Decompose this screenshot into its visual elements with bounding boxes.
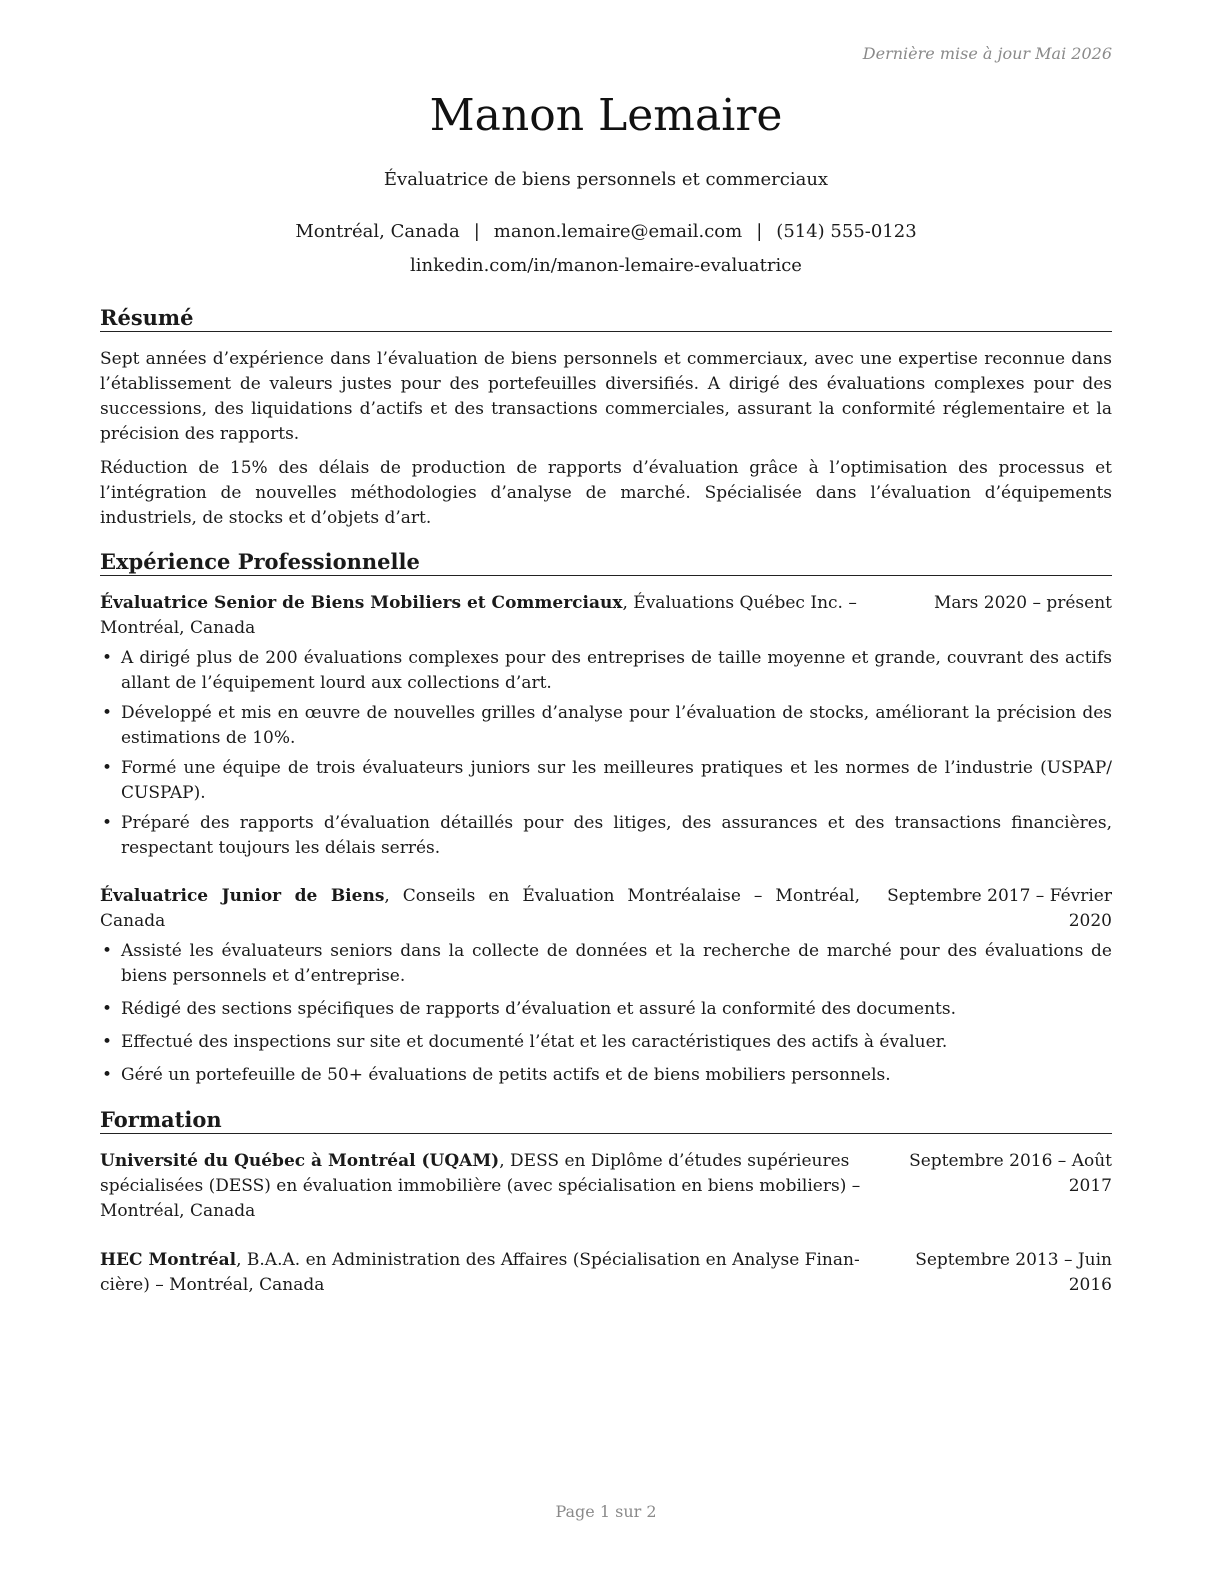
list-item: • Rédigé des sections spécifiques de rapports d’évaluation et assuré la conformité des documents. (100, 997, 1112, 1022)
education-detail: Université du Québec à Montréal (UQAM), DESS en Diplôme d’études supérieures spécialisées (DESS) en évaluation immobilière (avec spécialisation en biens mobiliers) – Montréal, Canada (100, 1151, 861, 1221)
job-entry-header (100, 884, 1112, 934)
education-entry (100, 1248, 1112, 1298)
page-number: Page 1 sur 2 (555, 1502, 657, 1521)
bullet-icon: • (102, 703, 113, 723)
phone: (514) 555-0123 (776, 221, 917, 242)
section-title-summary: Résumé (100, 305, 1112, 332)
job-title-line (100, 884, 860, 934)
school-name: HEC Montréal (100, 1250, 237, 1270)
section-title-education: Formation (100, 1107, 1112, 1134)
resume-page (100, 0, 1112, 1584)
list-item: • Préparé des rapports d’évaluation détaillés pour des litiges, des assurances et des transactions financières, respectant toujours les délais serrés. (102, 813, 1112, 858)
school-name: Université du Québec à Montréal (UQAM) (100, 1151, 500, 1171)
list-item: • A dirigé plus de 200 évaluations complexes pour des entreprises de taille moyenne et grande, couvrant des actifs allant de l’équipement lourd aux collections d’art. (102, 648, 1112, 693)
contact-line (100, 220, 1112, 244)
last-updated: Dernière mise à jour Mai 2026 (862, 44, 1112, 63)
job-entry-header (100, 591, 1112, 641)
job-bullets (100, 646, 1112, 861)
list-item: • Développé et mis en œuvre de nouvelles grilles d’analyse pour l’évaluation de stocks, améliorant la précision des estimations de 10%. (102, 703, 1112, 748)
bullet-icon: • (102, 1065, 113, 1085)
bullet-icon: • (102, 941, 113, 961)
separator: | (756, 221, 763, 242)
bullet-icon: • (102, 758, 113, 778)
summary-paragraph-2: Réduction de 15% des délais de production de rapports d’évaluation grâce à l’optimisation des processus et l’intégration de nouvelles méthodologies d’analyse de marché. Spécialisée dans l’évaluation d’équipements industriels, de stocks et d’objets d’art. (100, 458, 1112, 528)
separator: | (473, 221, 480, 242)
job-role: Évaluatrice Junior de Biens (100, 886, 385, 906)
email-link[interactable]: manon.lemaire@email.com (493, 221, 743, 242)
job-bullets (100, 939, 1112, 1088)
list-item: • Géré un portefeuille de 50+ évaluations de petits actifs et de biens mobiliers personnels. (100, 1063, 1112, 1088)
section-title-experience: Expérience Professionnelle (100, 549, 1112, 576)
job-dates: Septembre 2017 – Février 2020 (887, 886, 1112, 931)
job-role: Évaluatrice Senior de Biens Mobiliers et Commerciaux (100, 593, 623, 613)
job-location: Montréal, Canada (100, 618, 256, 638)
bullet-icon: • (102, 999, 113, 1019)
tagline: Évaluatrice de biens personnels et commerciaux (383, 169, 829, 190)
job-title-line (100, 591, 890, 641)
education-dates: Septembre 2013 – Juin 2016 (915, 1250, 1112, 1295)
job-org: , Évaluations Québec Inc. – (622, 593, 857, 613)
bullet-icon: • (102, 648, 113, 668)
list-item: • Formé une équipe de trois évaluateurs juniors sur les meilleures pratiques et les normes de l’industrie (USPAP/ CUSPAP). (102, 758, 1112, 803)
bullet-icon: • (102, 1032, 113, 1052)
list-item: • Assisté les évaluateurs seniors dans la collecte de données et la recherche de marché pour des évaluations de biens personnels et d’entreprise. (102, 941, 1112, 986)
education-detail: HEC Montréal, B.A.A. en Administration des Affaires (Spécialisation en Analyse Finan- cière) – Montréal, Canada (100, 1250, 860, 1295)
linkedin-link[interactable]: linkedin.com/in/manon-lemaire-evaluatrice (410, 255, 802, 276)
education-dates: Septembre 2016 – Août 2017 (909, 1151, 1112, 1196)
bullet-icon: • (102, 813, 113, 833)
summary-paragraph-1: Sept années d’expérience dans l’évaluation de biens personnels et commerciaux, avec une expertise reconnue dans l’établissement de valeurs justes pour des portefeuilles diversifiés. A dirigé des évaluations complexes pour des successions, des liquidations d’actifs et des transactions commerciales, assurant la conformité réglementaire et la précision des rapports. (100, 349, 1112, 444)
location: Montréal, Canada (295, 221, 460, 242)
list-item: • Effectué des inspections sur site et documenté l’état et les caractéristiques des actifs à évaluer. (100, 1030, 1112, 1055)
candidate-name: Manon Lemaire (429, 90, 783, 141)
job-org: , Conseils en Évaluation Montréalaise – Montréal, Canada (100, 886, 860, 931)
job-dates: Mars 2020 – présent (933, 593, 1112, 613)
education-entry (100, 1149, 1112, 1224)
